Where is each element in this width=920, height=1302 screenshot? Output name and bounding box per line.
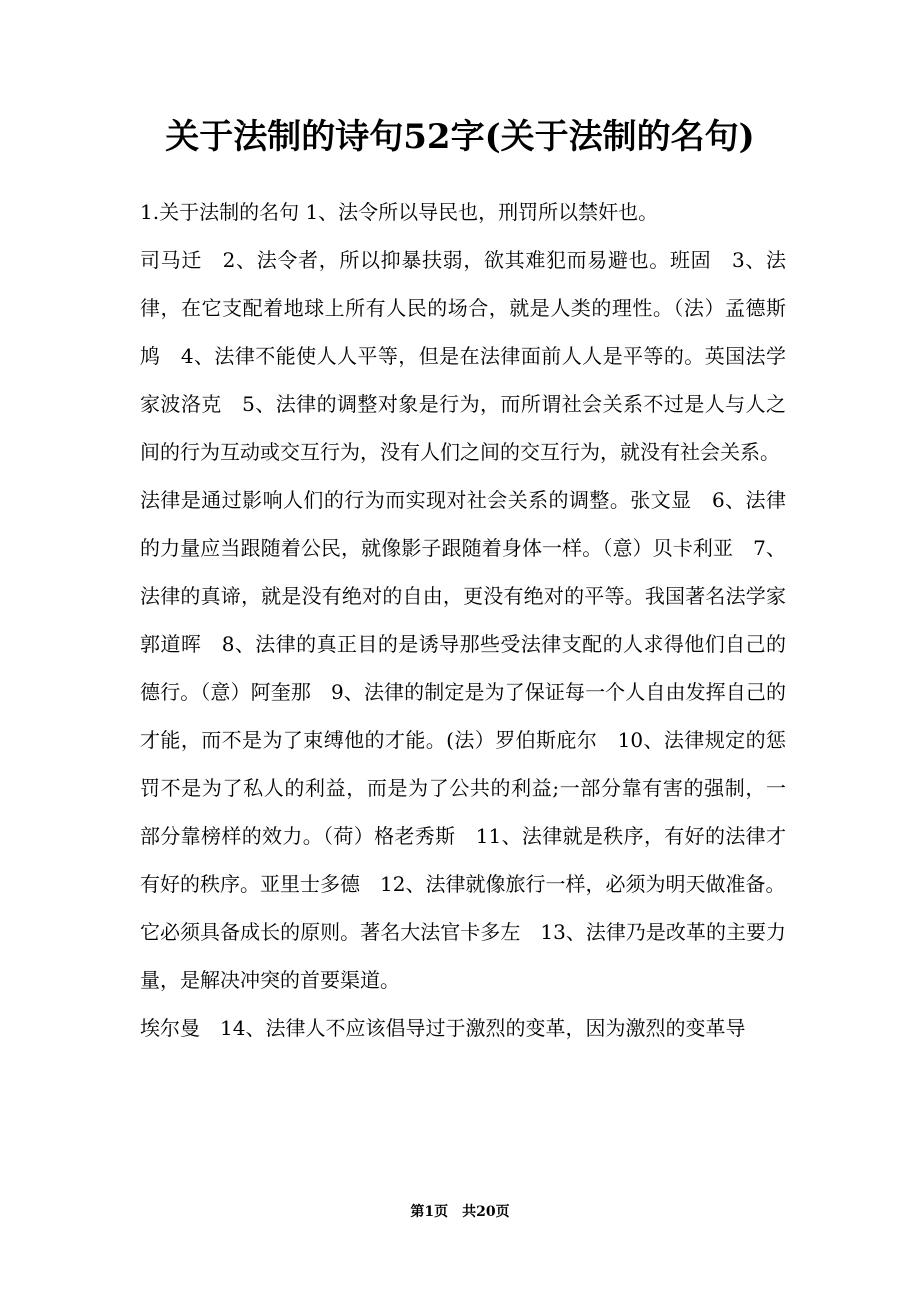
paragraph: 法律是通过影响人们的行为而实现对社会关系的调整。张文显 6、法律的力量应当跟随着公民，就像影子跟随着身体一样。（意）贝卡利亚 7、法律的真谛，就是没有绝对的自由，更没有绝对的平等。我国著名法学家郭道晖 8、法律的真正目的是诱导那些受法律支配的人求得他们自己的德行。（意）阿奎那 9、法律的制定是为了保证每一个人自由发挥自己的才能，而不是为了束缚他的才能。(法）罗伯斯庇尔 10、法律规定的惩罚不是为了私人的利益，而是为了公共的利益;一部分靠有害的强制，一部分靠榜样的效力。（荷）格老秀斯 11、法律就是秩序，有好的法律才有好的秩序。亚里士多德 12、法律就像旅行一样，必须为明天做准备。 (140, 488, 786, 896)
document-title: 关于法制的诗句52字(关于法制的名句) (165, 117, 755, 157)
page-footer: 第1页 共20页 (410, 1204, 510, 1220)
paragraph: 它必须具备成长的原则。著名大法官卡多左 13、法律乃是改革的主要力量，是解决冲突的首要渠道。 (140, 920, 786, 992)
paragraph: 1.关于法制的名句 1、法令所以导民也，刑罚所以禁奸也。 (140, 200, 659, 224)
paragraph: 埃尔曼 14、法律人不应该倡导过于激烈的变革，因为激烈的变革导 (140, 1016, 746, 1040)
paragraph: 司马迁 2、法令者，所以抑暴扶弱，欲其难犯而易避也。班固 3、法律，在它支配着地球上所有人民的场合，就是人类的理性。（法）孟德斯鸠 4、法律不能使人人平等，但是在法律面前人人是平等的。英国法学家波洛克 5、法律的调整对象是行为，而所谓社会关系不过是人与人之间的行为互动或交互行为，没有人们之间的交互行为，就没有社会关系。 (140, 248, 786, 464)
document-body (140, 188, 786, 1052)
